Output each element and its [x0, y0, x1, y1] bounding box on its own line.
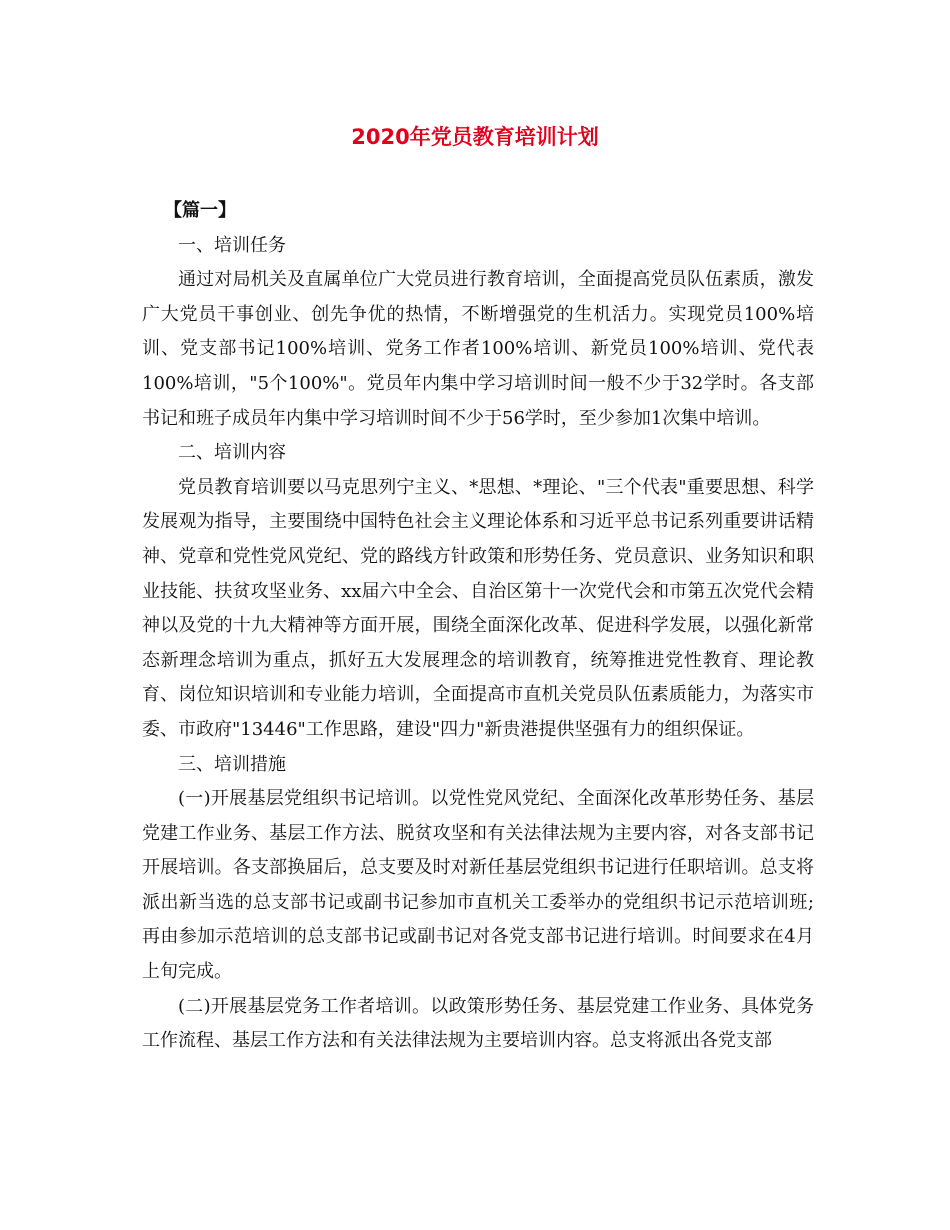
section-heading-tasks: 一、培训任务 [178, 234, 286, 256]
paragraph-tasks: 通过对局机关及直属单位广大党员进行教育培训，全面提高党员队伍素质，激发广大党员干事创业、创先争优的热情，不断增强党的生机活力。实现党员100%培训、党支部书记100%培训、党务工作者100%培训、新党员100%培训、党代表100%培训，"5个100%"。党员年内集中学习培训时间一般不少于32学时。各支部书记和班子成员年内集中学习培训时间不少于56学时，至少参加1次集中培训。 [142, 269, 814, 429]
document-title: 2020年党员教育培训计划 [351, 125, 599, 149]
paragraph-measure-2: (二)开展基层党务工作者培训。以政策形势任务、基层党建工作业务、具体党务工作流程、基层工作方法和有关法律法规为主要培训内容。总支将派出各党支部 [142, 995, 814, 1052]
document-body [142, 194, 814, 1059]
paragraph-content: 党员教育培训要以马克思列宁主义、*思想、*理论、"三个代表"重要思想、科学发展观为指导，主要围绕中国特色社会主义理论体系和习近平总书记系列重要讲话精神、党章和党性党风党纪、党的路线方针政策和形势任务、党员意识、业务知识和职业技能、扶贫攻坚业务、xx届六中全会、自治区第十一次党代会和市第五次党代会精神以及党的十九大精神等方面开展，围绕全面深化改革、促进科学发展，以强化新常态新理念培训为重点，抓好五大发展理念的培训教育，统筹推进党性教育、理论教育、岗位知识培训和专业能力培训，全面提高市直机关党员队伍素质能力，为落实市委、市政府"13446"工作思路，建设"四力"新贵港提供坚强有力的组织保证。 [142, 476, 814, 740]
section-marker: 【篇一】 [164, 200, 236, 221]
section-heading-measures: 三、培训措施 [178, 753, 286, 775]
section-heading-content: 二、培训内容 [178, 442, 286, 464]
paragraph-measure-1: (一)开展基层党组织书记培训。以党性党风党纪、全面深化改革形势任务、基层党建工作业务、基层工作方法、脱贫攻坚和有关法律法规为主要内容，对各支部书记开展培训。各支部换届后，总支要及时对新任基层党组织书记进行任职培训。总支将派出新当选的总支部书记或副书记参加市直机关工委举办的党组织书记示范培训班;再由参加示范培训的总支部书记或副书记对各党支部书记进行培训。时间要求在4月上旬完成。 [142, 788, 814, 983]
